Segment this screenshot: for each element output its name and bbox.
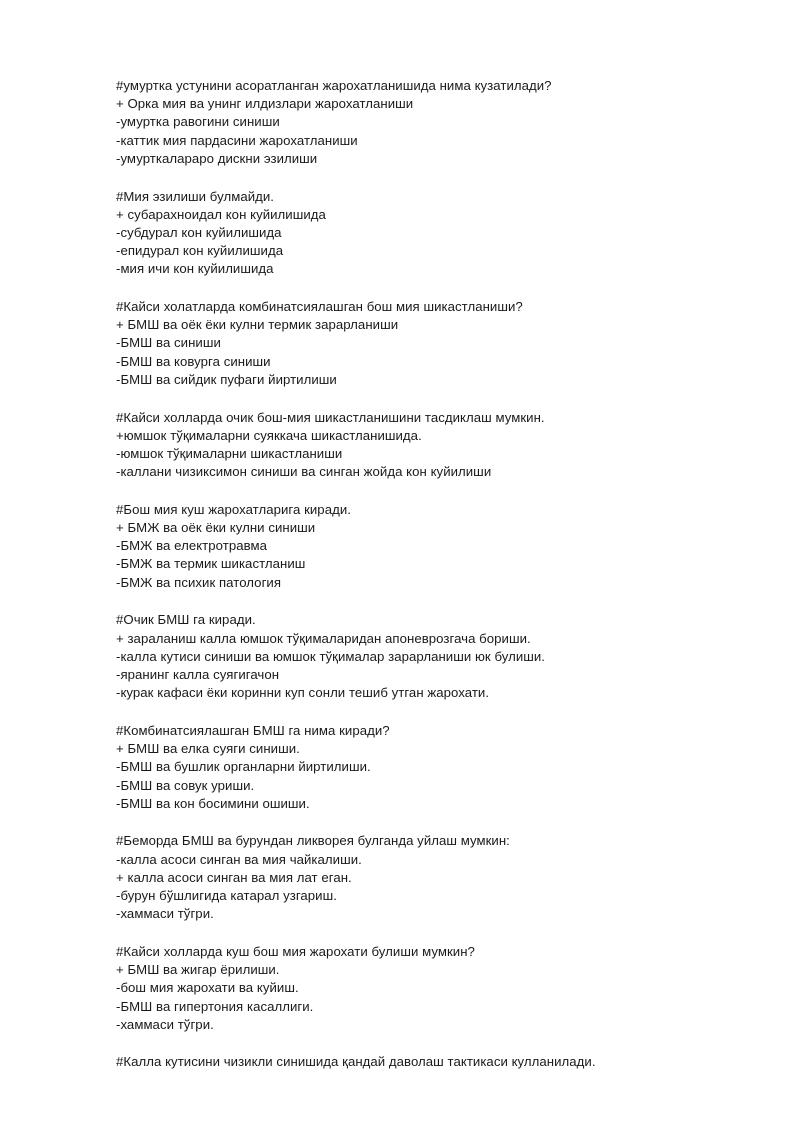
question-block xyxy=(116,298,786,389)
question-text: #Кайси холларда куш бош мия жарохати булиши мумкин? xyxy=(116,943,475,959)
answer-option: -БМШ ва ковурга синиши xyxy=(116,353,271,369)
question-text: #Мия эзилиши булмайди. xyxy=(116,188,275,204)
question-text: #Беморда БМШ ва бурундан ликворея булганда уйлаш мумкин: xyxy=(116,833,510,849)
answer-option: -каллани чизиксимон синиши ва синган жойда кон куйилиши xyxy=(116,464,492,480)
correct-answer: +юмшок тўқималарни суяккача шикастланишида. xyxy=(116,427,422,443)
question-text: #Кайси холларда очик бош-мия шикастланишини тасдиклаш мумкин. xyxy=(116,409,545,425)
correct-answer: + зараланиш калла юмшок тўқималаридан апоневрозгача бориши. xyxy=(116,630,531,646)
question-block xyxy=(116,943,786,1034)
question-block xyxy=(116,722,786,813)
answer-option: -БМЖ ва психик патология xyxy=(116,574,282,590)
question-block xyxy=(116,409,786,482)
question-block xyxy=(116,188,786,279)
answer-option: -каттик мия пардасини жарохатланиши xyxy=(116,132,358,148)
answer-option: -хаммаси тўгри. xyxy=(116,906,214,922)
answer-option: -юмшок тўқималарни шикастланиши xyxy=(116,445,343,461)
question-text: #Бош мия куш жарохатларига киради. xyxy=(116,501,351,517)
answer-option: -БМШ ва сийдик пуфаги йиртилиши xyxy=(116,371,337,387)
answer-option: -БМШ ва гипертония касаллиги. xyxy=(116,998,314,1014)
correct-answer: + БМШ ва елка суяги синиши. xyxy=(116,741,300,757)
question-text: #Калла кутисини чизикли синишида қандай даволаш тактикаси кулланилади. xyxy=(116,1054,596,1070)
correct-answer: + БМШ ва жигар ёрилиши. xyxy=(116,962,280,978)
question-block xyxy=(116,832,786,923)
question-text: #Очик БМШ га киради. xyxy=(116,612,256,628)
question-block xyxy=(116,501,786,592)
question-text: #Кайси холатларда комбинатсиялашган бош мия шикастланиши? xyxy=(116,299,523,315)
correct-answer: + калла асоси синган ва мия лат еган. xyxy=(116,869,352,885)
answer-option: -БМШ ва синиши xyxy=(116,335,221,351)
answer-option: -мия ичи кон куйилишида xyxy=(116,261,274,277)
question-block xyxy=(116,1053,786,1071)
answer-option: -калла кутиси синиши ва юмшок тўқималар зарарланиши юк булиши. xyxy=(116,648,546,664)
question-block xyxy=(116,77,786,168)
correct-answer: + субарахноидал кон куйилишида xyxy=(116,206,326,222)
answer-option: -умуртка равогини синиши xyxy=(116,114,280,130)
answer-option: -БМЖ ва термик шикастланиш xyxy=(116,556,306,572)
answer-option: -калла асоси синган ва мия чайкалиши. xyxy=(116,851,362,867)
answer-option: -яранинг калла суягигачон xyxy=(116,666,280,682)
question-text: #умуртка устунини асоратланган жарохатланишида нима кузатилади? xyxy=(116,78,552,93)
answer-option: -БМЖ ва електротравма xyxy=(116,538,268,554)
answer-option: -субдурал кон куйилишида xyxy=(116,224,282,240)
question-text: #Комбинатсиялашган БМШ га нима киради? xyxy=(116,722,390,738)
answer-option: -БМШ ва совук уриши. xyxy=(116,777,255,793)
answer-option: -бош мия жарохати ва куйиш. xyxy=(116,980,299,996)
answer-option: -бурун бўшлигида катарал узгариш. xyxy=(116,888,337,904)
document-page xyxy=(116,77,786,1091)
answer-option: -хаммаси тўгри. xyxy=(116,1016,214,1032)
correct-answer: + Орка мия ва унинг илдизлари жарохатланиши xyxy=(116,96,414,112)
answer-option: -БМШ ва бушлик органларни йиртилиши. xyxy=(116,759,371,775)
question-block xyxy=(116,611,786,702)
answer-option: -умурткалараро дискни эзилиши xyxy=(116,150,318,166)
answer-option: -курак кафаси ёки коринни куп сонли тешиб утган жарохати. xyxy=(116,685,490,701)
answer-option: -епидурал кон куйилишида xyxy=(116,243,284,259)
correct-answer: + БМШ ва оёк ёки кулни термик зарарланиши xyxy=(116,317,399,333)
answer-option: -БМШ ва кон босимини ошиши. xyxy=(116,795,310,811)
correct-answer: + БМЖ ва оёк ёки кулни синиши xyxy=(116,520,316,536)
